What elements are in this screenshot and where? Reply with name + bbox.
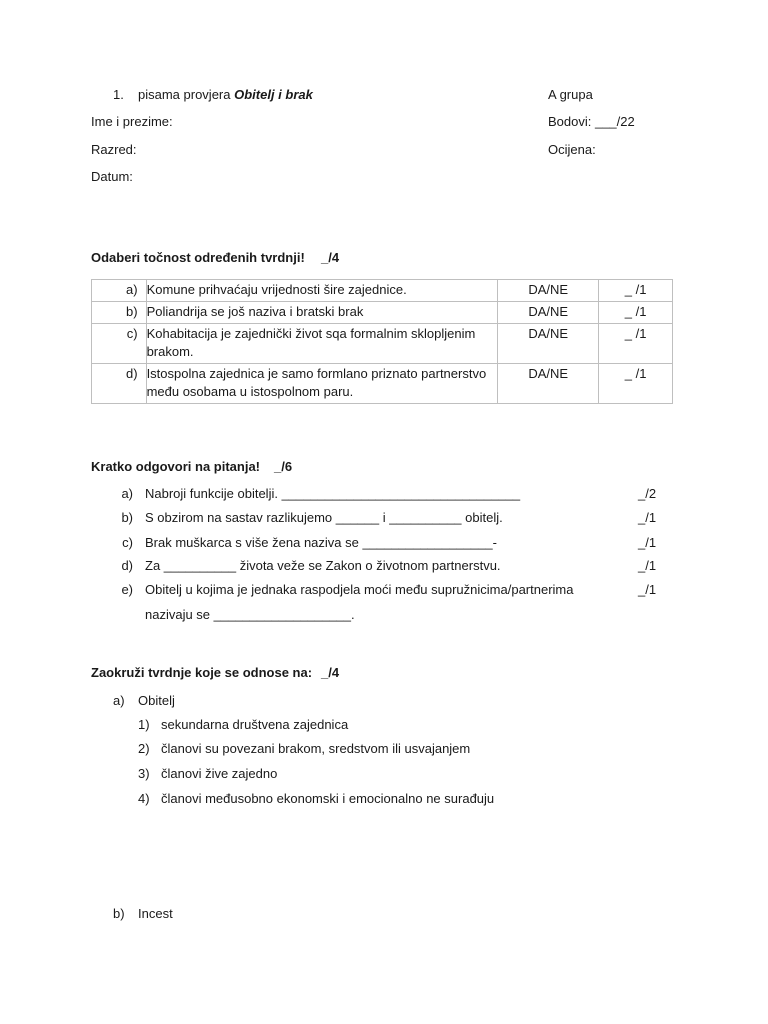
question-points: _/1 (638, 510, 657, 525)
section1-heading: Odaberi točnost određenih tvrdnji! (91, 250, 305, 265)
question-letter: e) (121, 582, 133, 597)
row-answer[interactable]: DA/NE (498, 324, 599, 364)
true-false-table (91, 279, 673, 404)
name-label: Ime i prezime: (91, 114, 173, 129)
class-label: Razred: (91, 142, 137, 157)
section3-heading: Zaokruži tvrdnje koje se odnose na: (91, 665, 313, 680)
test-number: 1. (113, 87, 124, 102)
question-text: Obitelj u kojima je jednaka raspodjela moći među supružnicima/partnerima (145, 582, 574, 597)
row-statement (146, 364, 498, 404)
statement-line: Poliandrija se još naziva i bratski brak (146, 304, 364, 319)
option-text[interactable]: sekundarna društvena zajednica (161, 717, 349, 732)
row-letter: d) (92, 364, 147, 404)
date-label: Datum: (91, 169, 133, 184)
row-letter: c) (92, 324, 147, 364)
statement-line: Komune prihvaćaju vrijednosti šire zajednice. (146, 282, 407, 297)
row-answer[interactable]: DA/NE (498, 364, 599, 404)
table-row (92, 364, 673, 404)
row-points: _ /1 (599, 364, 673, 404)
test-title-italic: Obitelj i brak (234, 87, 313, 102)
statement-line: među osobama u istospolnom paru. (146, 384, 354, 399)
question-text[interactable]: S obzirom na sastav razlikujemo ______ i __________ obitelj. (145, 510, 503, 525)
part-letter: b) (113, 906, 125, 921)
question-points: _/1 (638, 558, 657, 573)
question-letter: d) (121, 558, 133, 573)
row-answer[interactable]: DA/NE (498, 302, 599, 324)
row-letter: b) (92, 302, 147, 324)
option-text[interactable]: članovi su povezani brakom, sredstvom ili usvajanjem (161, 741, 471, 756)
question-text[interactable]: Za __________ života veže se Zakon o životnom partnerstvu. (145, 558, 501, 573)
option-text[interactable]: članovi žive zajedno (161, 766, 278, 781)
option-number: 1) (138, 717, 150, 732)
option-number: 3) (138, 766, 150, 781)
question-points: _/1 (638, 535, 657, 550)
statement-line: brakom. (146, 344, 194, 359)
table-row (92, 302, 673, 324)
part-label: Obitelj (138, 693, 175, 708)
section1-points: _/4 (321, 250, 340, 265)
option-text[interactable]: članovi međusobno ekonomski i emocionalno ne surađuju (161, 791, 495, 806)
section3-points: _/4 (321, 665, 340, 680)
question-text-continued[interactable]: nazivaju se ___________________. (145, 607, 355, 622)
row-statement (146, 302, 498, 324)
statement-line: Kohabitacija je zajednički život sqa formalnim sklopljenim (146, 326, 476, 341)
group-label: A grupa (548, 87, 593, 102)
grade-label: Ocijena: (548, 142, 596, 157)
question-text[interactable]: Brak muškarca s više žena naziva se __________________- (145, 535, 497, 550)
points-label: Bodovi: ___/22 (548, 114, 635, 129)
row-points: _ /1 (599, 302, 673, 324)
question-points: _/2 (638, 486, 657, 501)
test-title-plain: pisama provjera (138, 87, 231, 102)
section2-points: _/6 (274, 459, 293, 474)
question-points: _/1 (638, 582, 657, 597)
statement-line: Istospolna zajednica je samo formlano priznato partnerstvo (146, 366, 487, 381)
question-letter: b) (121, 510, 133, 525)
row-answer[interactable]: DA/NE (498, 280, 599, 302)
part-label: Incest (138, 906, 173, 921)
section2-heading: Kratko odgovori na pitanja! (91, 459, 261, 474)
option-number: 4) (138, 791, 150, 806)
row-points: _ /1 (599, 280, 673, 302)
part-letter: a) (113, 693, 125, 708)
row-letter: a) (92, 280, 147, 302)
table-row (92, 280, 673, 302)
option-number: 2) (138, 741, 150, 756)
question-letter: c) (122, 535, 133, 550)
table-row (92, 324, 673, 364)
question-text[interactable]: Nabroji funkcije obitelji. _________________________________ (145, 486, 521, 501)
row-statement (146, 324, 498, 364)
row-statement (146, 280, 498, 302)
test-title (138, 87, 313, 102)
row-points: _ /1 (599, 324, 673, 364)
question-letter: a) (121, 486, 133, 501)
